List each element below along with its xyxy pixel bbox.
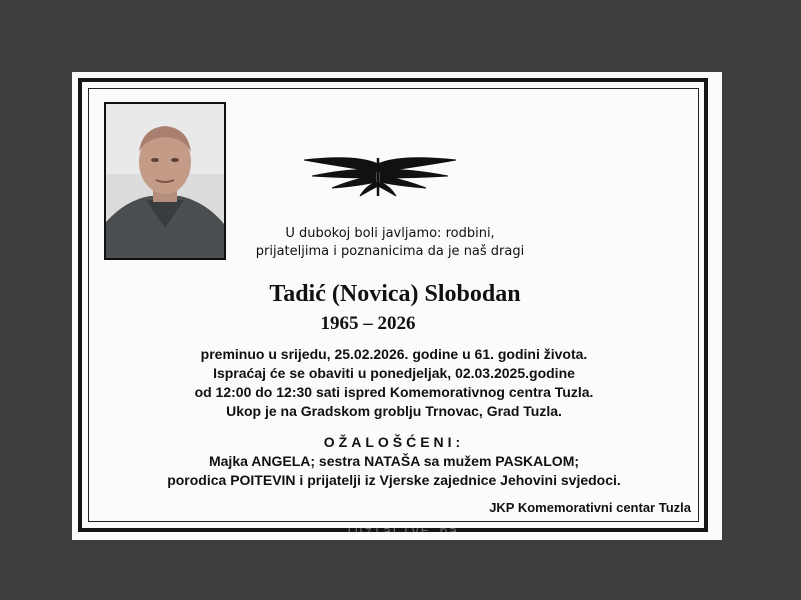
- farewell-time-line: od 12:00 do 12:30 sati ispred Komemorativnog centra Tuzla.: [194, 384, 594, 400]
- deceased-name: Tadić (Novica) Slobodan: [269, 281, 521, 307]
- palm-branch-icon: [298, 150, 463, 200]
- burial-line: Ukop je na Gradskom groblju Trnovac, Grad Tuzla.: [226, 403, 562, 419]
- intro-line-2: prijateljima i poznanicima da je naš dragi: [255, 244, 525, 259]
- portrait-photo: [104, 102, 226, 260]
- watermark: TuzlaLIVE.ba: [345, 524, 459, 540]
- signature: JKP Komemorativni centar Tuzla: [489, 500, 691, 515]
- death-date-line: preminuo u srijedu, 25.02.2026. godine u 61. godini života.: [200, 346, 588, 362]
- intro-line-1: U dubokoj boli javljamo: rodbini,: [285, 226, 495, 241]
- life-years: 1965 – 2026: [320, 313, 416, 334]
- mourners-line-2: porodica POITEVIN i prijatelji iz Vjerske zajednice Jehovini svjedoci.: [167, 472, 621, 488]
- mourners-heading: OŽALOŠĆENI:: [323, 434, 465, 450]
- mourners-line-1: Majka ANGELA; sestra NATAŠA sa mužem PASKALOM;: [208, 453, 580, 469]
- farewell-date-line: Ispraćaj će se obaviti u ponedjeljak, 02.03.2025.godine: [213, 365, 575, 381]
